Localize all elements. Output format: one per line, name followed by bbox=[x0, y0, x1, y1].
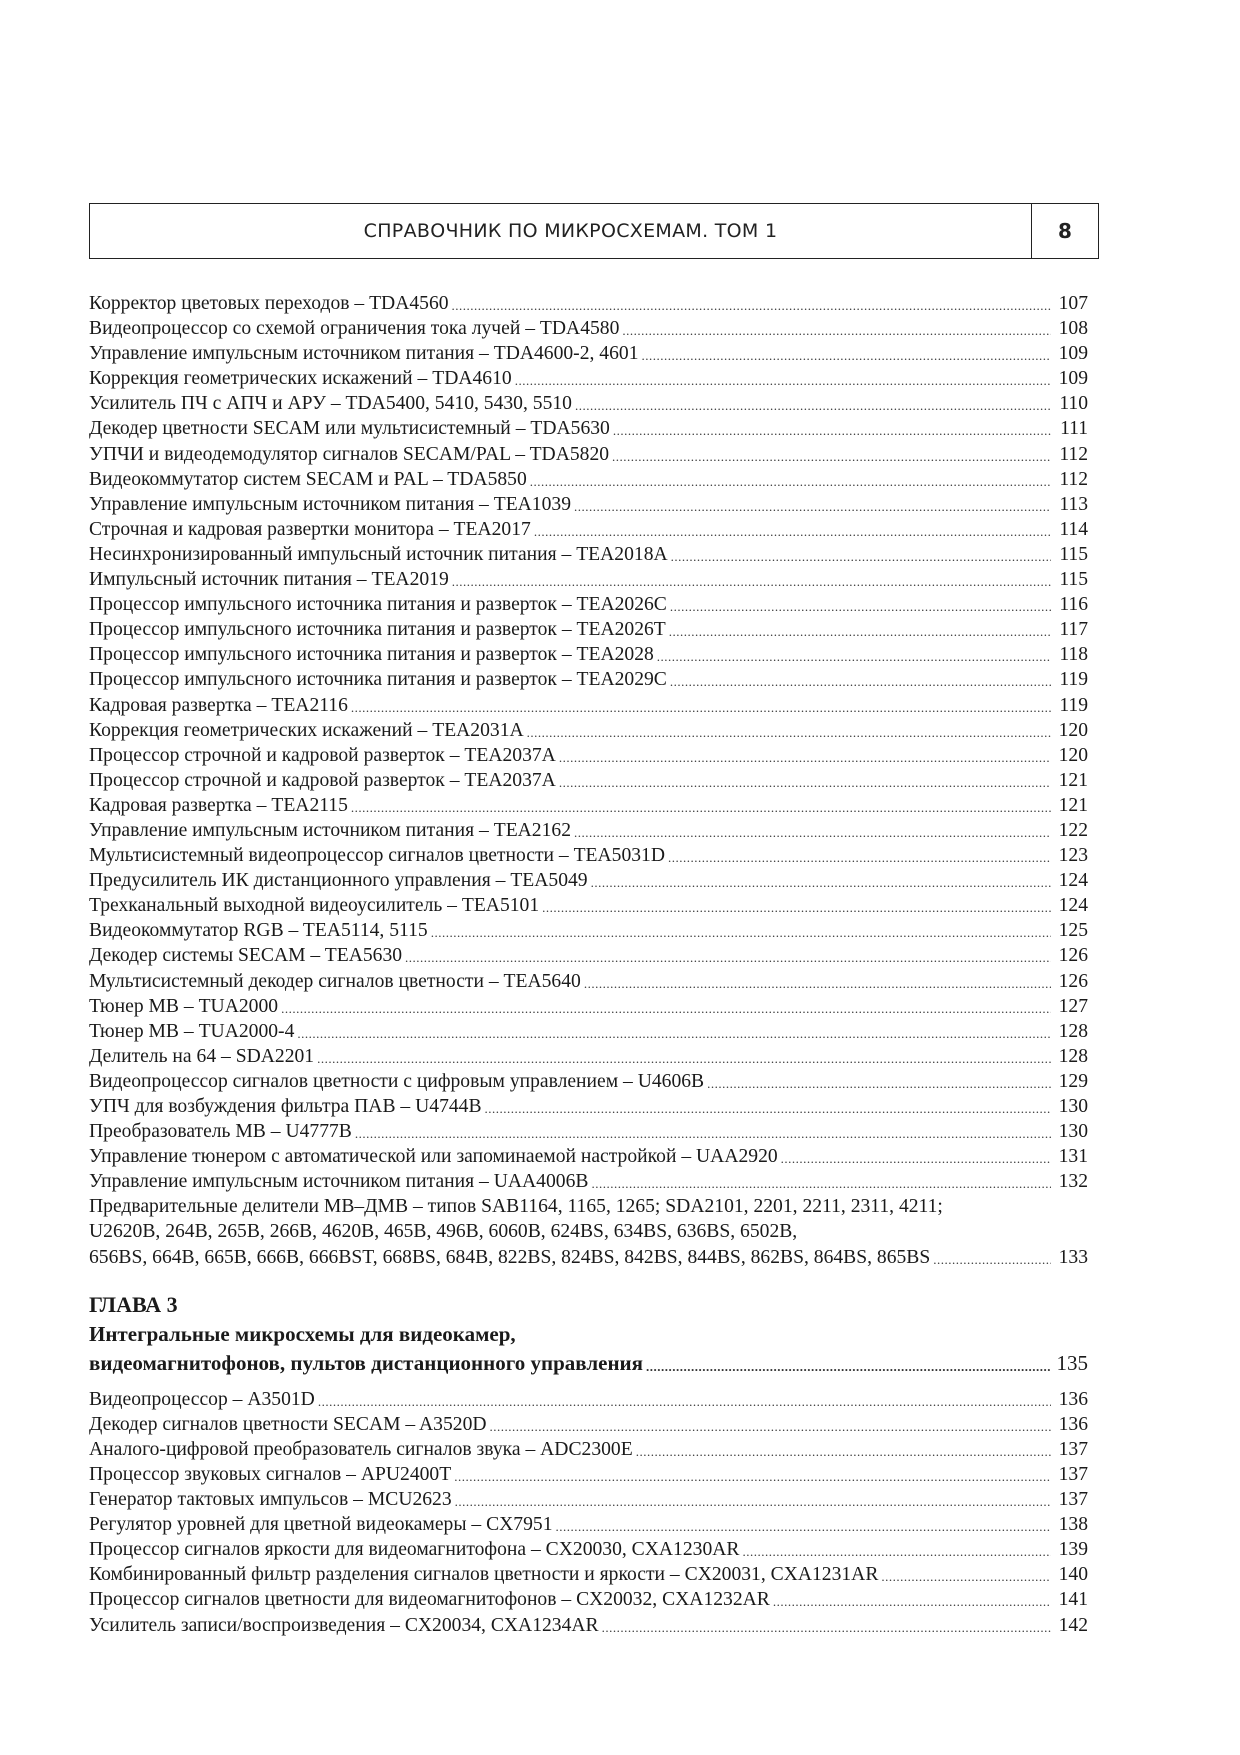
toc-entry[interactable] bbox=[89, 416, 1088, 441]
toc-entry-page: 126 bbox=[1058, 970, 1088, 992]
toc-entry-title: Тюнер МВ – TUA2000-4 bbox=[89, 1020, 295, 1042]
toc-entry-page: 110 bbox=[1059, 393, 1088, 415]
chapter-title-line-1: Интегральные микросхемы для видеокамер, bbox=[89, 1321, 516, 1346]
leader-dots bbox=[622, 317, 1051, 337]
toc-entry-page: 107 bbox=[1058, 293, 1088, 314]
toc-entry-page: 121 bbox=[1058, 794, 1088, 816]
table-of-contents bbox=[89, 291, 1088, 1638]
toc-entry-title: Предусилитель ИК дистанционного управления – TEA5049 bbox=[89, 870, 588, 892]
toc-entry-title: Видеопроцессор со схемой ограничения тока лучей – TDA4580 bbox=[89, 318, 620, 340]
leader-dots bbox=[297, 1020, 1051, 1040]
toc-entry-title: Управление импульсным источником питания – TEA2162 bbox=[89, 819, 571, 841]
toc-entry-title: Корректор цветовых переходов – TDA4560 bbox=[89, 293, 449, 314]
leader-dots bbox=[646, 1350, 1051, 1371]
toc-entry-title: Усилитель ПЧ с АПЧ и АРУ – TDA5400, 5410, 5430, 5510 bbox=[89, 393, 572, 415]
toc-entry[interactable] bbox=[89, 1094, 1088, 1119]
toc-entry-title: Управление тюнером с автоматической или запоминаемой настройкой – UAA2920 bbox=[89, 1146, 778, 1168]
leader-dots bbox=[671, 543, 1051, 563]
running-header bbox=[89, 203, 1099, 259]
toc-entry-page: 136 bbox=[1058, 1388, 1088, 1410]
toc-entry-page: 112 bbox=[1059, 443, 1088, 465]
toc-entry-title: Процессор сигналов яркости для видеомагнитофона – CX20030, CXA1230AR bbox=[89, 1539, 740, 1561]
toc-entry-title: Импульсный источник питания – TEA2019 bbox=[89, 569, 449, 591]
toc-entry-page: 118 bbox=[1059, 644, 1088, 666]
leader-dots bbox=[534, 518, 1051, 538]
toc-entry[interactable] bbox=[89, 391, 1088, 416]
toc-entry[interactable] bbox=[89, 868, 1088, 893]
toc-entry-title: Тюнер МВ – TUA2000 bbox=[89, 995, 279, 1017]
toc-entry[interactable] bbox=[89, 818, 1088, 843]
leader-dots bbox=[612, 443, 1051, 463]
toc-entry-page: 108 bbox=[1058, 318, 1088, 340]
toc-entry-page: 113 bbox=[1059, 493, 1088, 515]
toc-entry[interactable] bbox=[89, 1019, 1088, 1044]
toc-entry-title: Процессор сигналов цветности для видеомагнитофонов – CX20032, CXA1232AR bbox=[89, 1589, 770, 1611]
toc-entry-page: 120 bbox=[1058, 744, 1088, 766]
toc-entry[interactable] bbox=[89, 969, 1088, 994]
toc-list-part1 bbox=[89, 291, 1088, 1194]
toc-entry-page: 115 bbox=[1059, 569, 1088, 591]
toc-entry-page: 128 bbox=[1058, 1045, 1088, 1067]
toc-entry-title: Процессор импульсного источника питания и разверток – TEA2028 bbox=[89, 644, 654, 666]
toc-entry[interactable] bbox=[89, 793, 1088, 818]
toc-entry-title: Регулятор уровней для цветной видеокамеры – CX7951 bbox=[89, 1514, 553, 1536]
toc-entry-page: 129 bbox=[1058, 1070, 1088, 1092]
toc-entry-title: Декодер сигналов цветности SECAM – A3520D bbox=[89, 1413, 487, 1435]
leader-dots bbox=[431, 919, 1051, 939]
toc-entry[interactable] bbox=[89, 893, 1088, 918]
leader-dots bbox=[584, 970, 1051, 990]
leader-dots bbox=[351, 694, 1051, 714]
leader-dots bbox=[933, 1246, 1051, 1266]
toc-entry-title: Строчная и кадровая развертки монитора – TEA2017 bbox=[89, 518, 531, 540]
toc-entry[interactable] bbox=[89, 843, 1088, 868]
toc-entry-title: Видеопроцессор сигналов цветности с цифровым управлением – U4606B bbox=[89, 1070, 705, 1092]
toc-entry-title: Усилитель записи/воспроизведения – CX20034, CXA1234AR bbox=[89, 1614, 599, 1636]
toc-entry[interactable] bbox=[89, 1144, 1088, 1169]
toc-entry-title: Делитель на 64 – SDA2201 bbox=[89, 1045, 315, 1067]
toc-entry[interactable] bbox=[89, 1387, 1088, 1412]
toc-entry-page: 138 bbox=[1058, 1514, 1088, 1536]
toc-entry-page: 124 bbox=[1058, 870, 1088, 892]
toc-entry-page: 112 bbox=[1059, 468, 1088, 490]
toc-entry-page: 137 bbox=[1058, 1489, 1088, 1511]
toc-entry-page: 123 bbox=[1058, 845, 1088, 867]
toc-entry-title: Процессор строчной и кадровой разверток – TEA2037A bbox=[89, 769, 556, 791]
toc-entry-page: 130 bbox=[1058, 1096, 1088, 1117]
toc-entry-title: Управление импульсным источником питания – TDA4600-2, 4601 bbox=[89, 343, 639, 365]
toc-entry[interactable] bbox=[89, 918, 1088, 943]
leader-dots bbox=[515, 367, 1051, 387]
toc-entry-title: Управление импульсным источником питания – UAA4006B bbox=[89, 1171, 589, 1193]
leader-dots bbox=[881, 1563, 1051, 1583]
toc-entry[interactable] bbox=[89, 1562, 1088, 1587]
leader-dots bbox=[556, 1513, 1052, 1533]
toc-entry-page: 142 bbox=[1058, 1614, 1088, 1636]
toc-entry-page: 130 bbox=[1058, 1121, 1088, 1143]
leader-dots bbox=[574, 819, 1051, 839]
toc-entry-page: 137 bbox=[1058, 1438, 1088, 1460]
toc-entry[interactable] bbox=[89, 743, 1088, 768]
leader-dots bbox=[542, 894, 1051, 914]
toc-entry-title: Процессор импульсного источника питания и разверток – TEA2029C bbox=[89, 669, 667, 691]
leader-dots bbox=[657, 643, 1051, 663]
toc-entry-page: 114 bbox=[1059, 518, 1088, 540]
toc-entry[interactable] bbox=[89, 1044, 1088, 1069]
toc-entry[interactable] bbox=[89, 642, 1088, 667]
toc-entry-page: 124 bbox=[1058, 895, 1088, 917]
toc-entry[interactable] bbox=[89, 1587, 1088, 1612]
chapter-title[interactable] bbox=[89, 1320, 1088, 1378]
toc-entry-page: 140 bbox=[1058, 1564, 1088, 1586]
leader-dots bbox=[642, 342, 1052, 362]
toc-entry[interactable] bbox=[89, 1613, 1088, 1638]
toc-entry-page: 115 bbox=[1059, 543, 1088, 565]
toc-entry[interactable] bbox=[89, 1412, 1088, 1437]
leader-dots bbox=[636, 1438, 1051, 1458]
leader-dots bbox=[454, 1463, 1051, 1483]
toc-entry[interactable] bbox=[89, 1169, 1088, 1194]
toc-entry-page: 132 bbox=[1058, 1171, 1088, 1193]
toc-entry-page: 128 bbox=[1058, 1020, 1088, 1042]
toc-list-part2 bbox=[89, 1387, 1088, 1638]
toc-entry-page: 139 bbox=[1058, 1539, 1088, 1561]
leader-dots bbox=[559, 744, 1051, 764]
toc-entry[interactable] bbox=[89, 667, 1088, 692]
toc-entry[interactable] bbox=[89, 1437, 1088, 1462]
toc-entry-page: 136 bbox=[1058, 1413, 1088, 1435]
toc-entry-line-1: Предварительные делители МВ–ДМВ – типов SAB1164, 1165, 1265; SDA2101, 2201, 2211, 2311, 4211; bbox=[89, 1196, 943, 1218]
toc-entry-title: Декодер системы SECAM – TEA5630 bbox=[89, 945, 403, 967]
toc-entry-page: 137 bbox=[1058, 1463, 1088, 1485]
toc-entry-page: 116 bbox=[1059, 594, 1088, 616]
leader-dots bbox=[602, 1614, 1051, 1634]
leader-dots bbox=[527, 719, 1051, 739]
toc-entry[interactable] bbox=[89, 1119, 1088, 1144]
toc-entry[interactable] bbox=[89, 492, 1088, 517]
toc-entry-title: Видеопроцессор – A3501D bbox=[89, 1388, 315, 1410]
toc-entry-page: 131 bbox=[1058, 1146, 1088, 1168]
toc-entry-title: Декодер цветности SECAM или мультисистемный – TDA5630 bbox=[89, 418, 610, 440]
toc-entry[interactable] bbox=[89, 1487, 1088, 1512]
toc-entry[interactable] bbox=[89, 617, 1088, 642]
toc-entry[interactable] bbox=[89, 768, 1088, 793]
toc-entry-title: Мультисистемный декодер сигналов цветности – TEA5640 bbox=[89, 970, 581, 992]
toc-entry[interactable] bbox=[89, 291, 1088, 316]
toc-entry-title: Процессор звуковых сигналов – APU2400T bbox=[89, 1463, 452, 1485]
toc-multiline-entry[interactable] bbox=[89, 1194, 1088, 1269]
leader-dots bbox=[707, 1070, 1051, 1090]
toc-entry-page: 133 bbox=[1058, 1246, 1088, 1268]
toc-entry-title: Управление импульсным источником питания – TEA1039 bbox=[89, 493, 571, 515]
leader-dots bbox=[485, 1095, 1051, 1115]
toc-entry[interactable] bbox=[89, 1462, 1088, 1487]
toc-entry-title: УПЧИ и видеодемодулятор сигналов SECAM/PAL – TDA5820 bbox=[89, 443, 610, 465]
chapter-title-line-2: видеомагнитофонов, пультов дистанционного управления bbox=[89, 1350, 644, 1375]
toc-entry-title: Кадровая развертка – TEA2116 bbox=[89, 694, 348, 716]
leader-dots bbox=[781, 1145, 1051, 1165]
leader-dots bbox=[405, 944, 1051, 964]
toc-entry[interactable] bbox=[89, 567, 1088, 592]
leader-dots bbox=[591, 1170, 1051, 1190]
toc-entry[interactable] bbox=[89, 366, 1088, 391]
toc-entry[interactable] bbox=[89, 316, 1088, 341]
leader-dots bbox=[670, 593, 1051, 613]
leader-dots bbox=[317, 1045, 1051, 1065]
leader-dots bbox=[575, 392, 1051, 412]
toc-entry-title: УПЧ для возбуждения фильтра ПАВ – U4744B bbox=[89, 1096, 482, 1117]
leader-dots bbox=[351, 794, 1051, 814]
chapter-label: ГЛАВА 3 bbox=[89, 1291, 178, 1317]
toc-entry-page: 119 bbox=[1059, 669, 1088, 691]
leader-dots bbox=[530, 468, 1051, 488]
leader-dots bbox=[613, 417, 1051, 437]
toc-entry-title: Несинхронизированный импульсный источник питания – TEA2018A bbox=[89, 543, 668, 565]
leader-dots bbox=[281, 995, 1051, 1015]
toc-entry-title: Кадровая развертка – TEA2115 bbox=[89, 794, 348, 816]
toc-entry-page: 127 bbox=[1058, 995, 1088, 1017]
toc-entry[interactable] bbox=[89, 542, 1088, 567]
toc-entry-title: Комбинированный фильтр разделения сигналов цветности и яркости – CX20031, CXA1231AR bbox=[89, 1564, 879, 1586]
toc-entry-page: 117 bbox=[1059, 619, 1088, 641]
toc-entry[interactable] bbox=[89, 517, 1088, 542]
leader-dots bbox=[559, 769, 1051, 789]
toc-entry-title: Трехканальный выходной видеоусилитель – TEA5101 bbox=[89, 895, 540, 917]
toc-entry-page: 126 bbox=[1058, 945, 1088, 967]
toc-entry[interactable] bbox=[89, 994, 1088, 1019]
leader-dots bbox=[773, 1588, 1051, 1608]
toc-entry-page: 109 bbox=[1058, 343, 1088, 365]
toc-entry[interactable] bbox=[89, 1069, 1088, 1094]
toc-entry-page: 120 bbox=[1058, 719, 1088, 741]
leader-dots bbox=[452, 292, 1051, 312]
toc-entry-line-3: 656BS, 664B, 665B, 666B, 666BST, 668BS, 684B, 822BS, 824BS, 842BS, 844BS, 862BS, 864BS, 865BS bbox=[89, 1246, 931, 1268]
toc-entry-page: 122 bbox=[1058, 819, 1088, 841]
toc-entry[interactable] bbox=[89, 592, 1088, 617]
toc-entry-title: Коррекция геометрических искажений – TEA2031A bbox=[89, 719, 524, 741]
leader-dots bbox=[591, 869, 1051, 889]
book-title: СПРАВОЧНИК ПО МИКРОСХЕМАМ. ТОМ 1 bbox=[363, 220, 778, 242]
toc-entry-title: Генератор тактовых импульсов – MCU2623 bbox=[89, 1489, 452, 1511]
toc-entry[interactable] bbox=[89, 341, 1088, 366]
toc-entry[interactable] bbox=[89, 1537, 1088, 1562]
toc-entry-title: Процессор строчной и кадровой разверток – TEA2037A bbox=[89, 744, 556, 766]
toc-entry-title: Видеокоммутатор RGB – TEA5114, 5115 bbox=[89, 920, 428, 942]
toc-entry-title: Коррекция геометрических искажений – TDA4610 bbox=[89, 368, 512, 390]
toc-entry-page: 109 bbox=[1058, 368, 1088, 390]
toc-entry[interactable] bbox=[89, 693, 1088, 718]
toc-entry-page: 111 bbox=[1060, 418, 1088, 440]
toc-entry[interactable] bbox=[89, 467, 1088, 492]
leader-dots bbox=[355, 1120, 1051, 1140]
toc-entry-page: 121 bbox=[1058, 769, 1088, 791]
toc-entry-title: Аналого-цифровой преобразователь сигналов звука – ADC2300E bbox=[89, 1438, 633, 1460]
chapter-page: 135 bbox=[1056, 1350, 1088, 1375]
toc-entry-title: Процессор импульсного источника питания и разверток – TEA2026C bbox=[89, 594, 667, 616]
toc-entry-page: 141 bbox=[1058, 1589, 1088, 1611]
toc-entry[interactable] bbox=[89, 1512, 1088, 1537]
leader-dots bbox=[670, 668, 1051, 688]
toc-entry[interactable] bbox=[89, 943, 1088, 968]
leader-dots bbox=[742, 1538, 1051, 1558]
leader-dots bbox=[668, 844, 1051, 864]
leader-dots bbox=[669, 618, 1051, 638]
toc-entry-page: 119 bbox=[1059, 694, 1088, 716]
toc-entry[interactable] bbox=[89, 442, 1088, 467]
toc-entry-title: Процессор импульсного источника питания и разверток – TEA2026T bbox=[89, 619, 666, 641]
toc-entry-page: 125 bbox=[1058, 920, 1088, 942]
toc-entry[interactable] bbox=[89, 718, 1088, 743]
leader-dots bbox=[574, 493, 1051, 513]
toc-entry-title: Мультисистемный видеопроцессор сигналов цветности – TEA5031D bbox=[89, 845, 666, 867]
leader-dots bbox=[490, 1413, 1051, 1433]
toc-entry-line-2: U2620B, 264B, 265B, 266B, 4620B, 465B, 496B, 6060B, 624BS, 634BS, 636BS, 6502B, bbox=[89, 1221, 798, 1243]
leader-dots bbox=[455, 1488, 1051, 1508]
toc-entry-title: Видеокоммутатор систем SECAM и PAL – TDA5850 bbox=[89, 468, 527, 490]
leader-dots bbox=[452, 568, 1051, 588]
leader-dots bbox=[318, 1388, 1051, 1408]
toc-entry-title: Преобразователь МВ – U4777B bbox=[89, 1121, 352, 1143]
page-number: 8 bbox=[1031, 204, 1098, 258]
